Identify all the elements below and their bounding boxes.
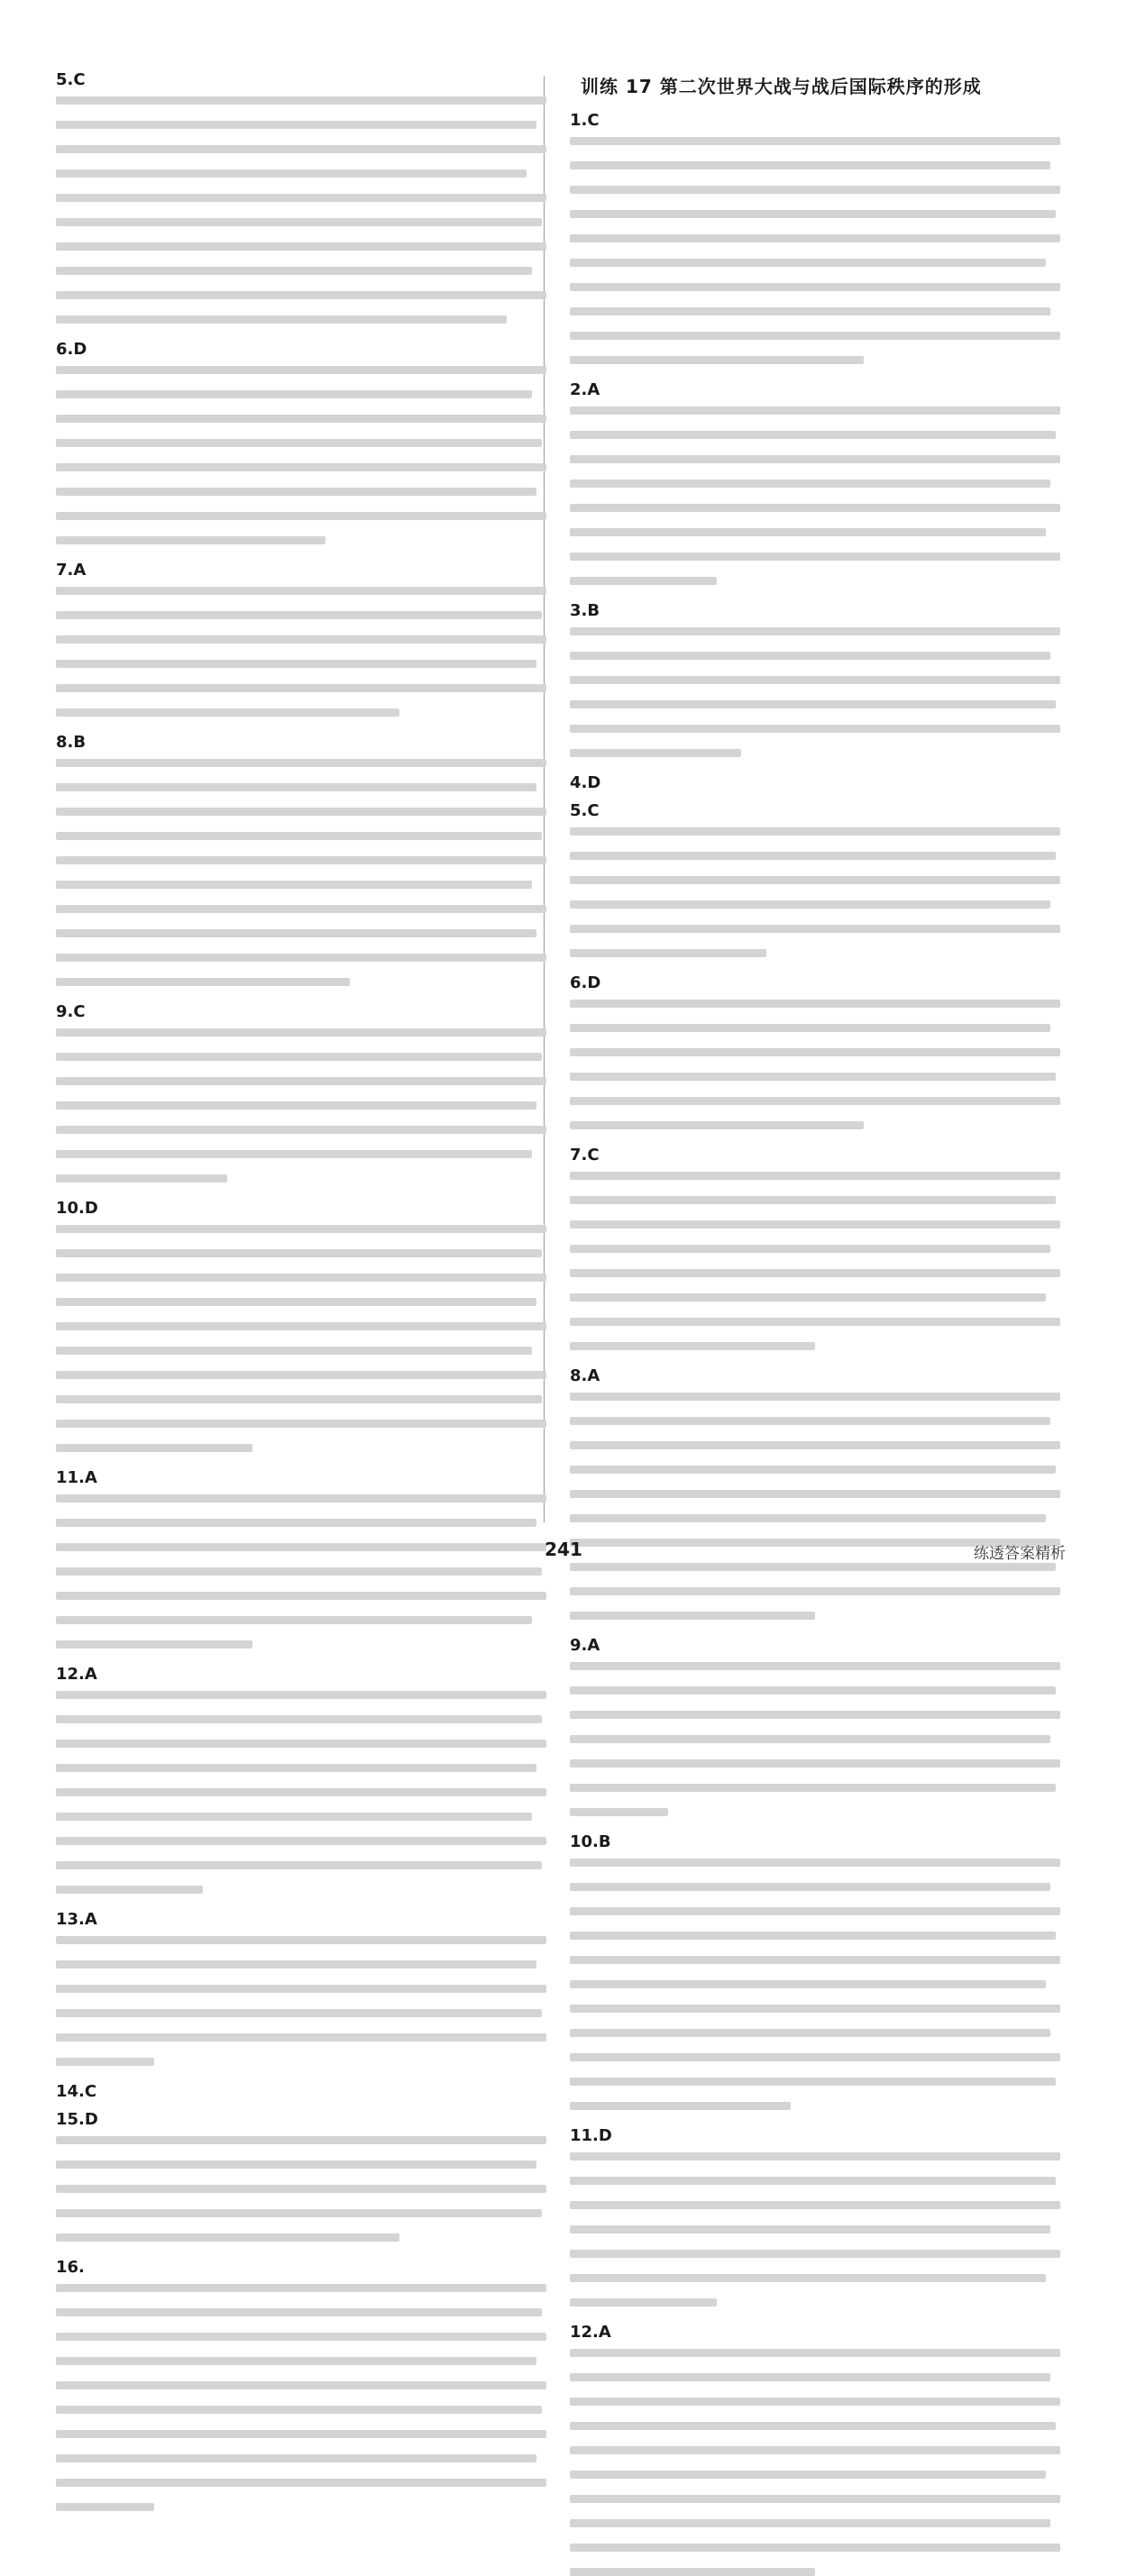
text-line	[56, 463, 546, 471]
answer-key: 13.A	[56, 1910, 97, 1929]
answer-key: 12.A	[570, 2323, 611, 2342]
text-line	[56, 1985, 546, 1993]
text-line	[570, 2005, 1060, 2013]
explanation-text	[570, 1000, 1060, 1129]
text-line	[570, 2446, 1060, 2454]
explanation-text	[570, 1662, 1060, 1816]
text-line	[570, 283, 1060, 291]
text-line	[56, 2430, 546, 2438]
text-line	[56, 169, 527, 178]
footer-label: 练透答案精析	[974, 1545, 1066, 1563]
text-line	[570, 749, 741, 757]
text-line	[56, 1174, 227, 1183]
text-line	[570, 2373, 1050, 2381]
text-line	[56, 2284, 546, 2292]
text-line	[570, 2298, 717, 2307]
text-line	[56, 2185, 546, 2193]
text-line	[56, 978, 350, 986]
text-line	[56, 1640, 252, 1649]
text-line	[56, 218, 542, 226]
text-line	[56, 366, 546, 374]
text-line	[56, 2136, 546, 2144]
text-line	[56, 1150, 532, 1158]
explanation-text	[570, 2152, 1060, 2307]
text-line	[570, 431, 1056, 439]
text-line	[570, 577, 717, 585]
text-line	[570, 1883, 1050, 1891]
text-line	[570, 2029, 1050, 2037]
text-line	[56, 2333, 546, 2341]
answer-entry	[570, 1832, 1060, 2110]
text-line	[56, 783, 536, 791]
text-line	[56, 1494, 546, 1503]
explanation-text	[56, 366, 546, 544]
text-line	[570, 1932, 1056, 1940]
text-line	[570, 725, 1060, 733]
text-line	[56, 808, 546, 816]
text-line	[56, 1592, 546, 1600]
text-line	[570, 2274, 1046, 2282]
text-line	[56, 2479, 546, 2487]
answer-key: 14.C	[56, 2082, 97, 2101]
text-line	[56, 708, 399, 717]
answer-key: 15.D	[56, 2110, 98, 2129]
explanation-text	[56, 587, 546, 717]
text-line	[56, 2381, 546, 2389]
text-line	[56, 1519, 536, 1527]
text-line	[56, 415, 546, 423]
answer-key: 6.D	[56, 340, 87, 359]
text-line	[570, 1587, 1060, 1595]
text-line	[570, 1318, 1060, 1326]
text-line	[570, 234, 1060, 242]
answer-entry	[570, 1636, 1060, 1816]
text-line	[56, 291, 546, 299]
answer-entry	[570, 2323, 1060, 2576]
text-line	[56, 1740, 546, 1748]
answer-key: 3.B	[570, 601, 600, 620]
answer-entry	[570, 380, 1060, 585]
text-line	[56, 1936, 546, 1944]
text-line	[570, 1417, 1050, 1425]
text-line	[570, 827, 1060, 836]
answer-entry	[56, 733, 546, 986]
text-line	[570, 2544, 1060, 2552]
text-line	[570, 2568, 815, 2576]
answer-key: 4.D	[570, 773, 601, 792]
answer-key: 7.C	[570, 1146, 600, 1165]
explanation-text	[56, 96, 546, 324]
page-number: 241	[545, 1539, 582, 1560]
text-line	[56, 2454, 536, 2462]
text-line	[56, 1960, 536, 1969]
text-line	[570, 1859, 1060, 1867]
text-line	[570, 1907, 1060, 1915]
explanation-text	[570, 2349, 1060, 2576]
text-line	[56, 1322, 546, 1330]
text-line	[56, 1715, 542, 1723]
answer-key: 8.B	[56, 733, 87, 752]
answer-key: 9.A	[570, 1636, 600, 1655]
text-line	[570, 1563, 1056, 1571]
text-line	[570, 528, 1046, 536]
explanation-text	[56, 1691, 546, 1894]
text-line	[570, 2250, 1060, 2258]
text-line	[56, 1444, 252, 1452]
text-line	[570, 1735, 1050, 1743]
text-line	[56, 1788, 546, 1796]
text-line	[570, 1220, 1060, 1229]
text-line	[56, 905, 546, 913]
text-line	[56, 512, 546, 520]
answer-entry	[56, 2082, 546, 2101]
text-line	[56, 145, 546, 153]
text-line	[570, 2053, 1060, 2061]
explanation-text	[570, 406, 1060, 585]
explanation-text	[570, 1172, 1060, 1350]
text-line	[570, 2201, 1060, 2209]
text-line	[570, 406, 1060, 415]
answer-entry	[56, 340, 546, 544]
answer-entry	[570, 2126, 1060, 2307]
text-line	[570, 2422, 1056, 2430]
text-line	[56, 2009, 542, 2017]
answer-entry	[56, 1199, 546, 1452]
answer-entry	[570, 773, 1060, 792]
text-line	[56, 2058, 154, 2066]
text-line	[56, 194, 546, 202]
answer-key: 6.D	[570, 973, 601, 992]
text-line	[570, 900, 1050, 909]
text-line	[56, 2160, 536, 2169]
text-line	[56, 2233, 399, 2242]
text-line	[56, 121, 536, 129]
text-line	[570, 627, 1060, 635]
explanation-text	[56, 1225, 546, 1452]
text-line	[56, 1837, 546, 1845]
text-line	[570, 949, 766, 957]
text-line	[570, 1612, 815, 1620]
text-line	[56, 1420, 546, 1428]
text-line	[56, 1616, 532, 1624]
text-line	[570, 2078, 1056, 2086]
text-line	[56, 635, 546, 644]
text-line	[56, 1691, 546, 1699]
answer-key: 9.C	[56, 1002, 86, 1021]
answer-entry	[570, 1146, 1060, 1350]
text-line	[570, 2177, 1056, 2185]
text-line	[570, 1466, 1056, 1474]
text-line	[570, 1048, 1060, 1056]
section-title: 训练 17 第二次世界大战与战后国际秩序的形成	[581, 76, 982, 97]
text-line	[56, 954, 546, 962]
text-line	[56, 587, 546, 595]
text-line	[56, 2033, 546, 2042]
text-line	[56, 1077, 546, 1085]
text-line	[570, 676, 1060, 684]
text-line	[570, 1686, 1056, 1694]
text-line	[56, 611, 542, 619]
answer-key: 11.D	[570, 2126, 612, 2145]
text-line	[570, 1097, 1060, 1105]
answer-entry	[56, 1910, 546, 2066]
text-line	[570, 925, 1060, 933]
answer-key: 8.A	[570, 1366, 600, 1385]
text-line	[570, 1956, 1060, 1964]
text-line	[570, 210, 1056, 218]
text-line	[56, 1371, 546, 1379]
text-line	[570, 1662, 1060, 1670]
text-line	[570, 2225, 1050, 2233]
text-line	[570, 2102, 791, 2110]
text-line	[570, 1269, 1060, 1277]
text-line	[570, 553, 1060, 561]
text-line	[56, 390, 532, 398]
text-line	[56, 488, 536, 496]
text-line	[56, 856, 546, 864]
answer-key: 10.B	[570, 1832, 611, 1851]
answer-key: 11.A	[56, 1468, 97, 1487]
text-line	[570, 2495, 1060, 2503]
answer-entry	[56, 1002, 546, 1183]
text-line	[570, 1441, 1060, 1449]
text-line	[570, 1514, 1046, 1522]
text-line	[56, 684, 546, 692]
text-line	[570, 332, 1060, 340]
answer-entry	[56, 2110, 546, 2242]
text-line	[570, 356, 864, 364]
text-line	[56, 1813, 532, 1821]
answer-key: 5.C	[570, 801, 600, 820]
text-line	[56, 881, 532, 889]
text-line	[570, 1196, 1056, 1204]
text-line	[56, 2209, 542, 2217]
text-line	[570, 1293, 1046, 1302]
explanation-text	[570, 827, 1060, 957]
text-line	[56, 1225, 546, 1233]
text-line	[56, 759, 546, 767]
answer-key: 5.C	[56, 70, 86, 89]
text-line	[570, 1245, 1050, 1253]
text-line	[570, 504, 1060, 512]
answer-entry	[570, 601, 1060, 757]
answer-key: 12.A	[56, 1665, 97, 1684]
text-line	[570, 1121, 864, 1129]
explanation-text	[56, 1936, 546, 2066]
text-line	[56, 1249, 542, 1257]
answer-entry	[570, 973, 1060, 1129]
text-line	[56, 315, 507, 324]
answer-entry	[56, 70, 546, 324]
text-line	[56, 96, 546, 105]
text-line	[56, 1395, 542, 1403]
answer-entry	[570, 801, 1060, 957]
text-line	[570, 1759, 1060, 1768]
text-line	[570, 852, 1056, 860]
text-line	[56, 2357, 536, 2365]
text-line	[56, 1861, 542, 1869]
explanation-text	[570, 1859, 1060, 2110]
text-line	[570, 2349, 1060, 2357]
answer-entry	[56, 561, 546, 717]
text-line	[570, 1342, 815, 1350]
explanation-text	[56, 2284, 546, 2511]
text-line	[56, 2406, 542, 2414]
text-line	[56, 1764, 536, 1772]
answer-entry	[56, 1665, 546, 1894]
text-line	[56, 267, 532, 275]
text-line	[570, 2471, 1046, 2479]
text-line	[56, 1274, 546, 1282]
text-line	[56, 2503, 154, 2511]
text-line	[570, 2152, 1060, 2160]
text-line	[56, 1028, 546, 1037]
explanation-text	[570, 627, 1060, 757]
text-line	[570, 1980, 1046, 1988]
text-line	[56, 1886, 203, 1894]
text-line	[570, 1711, 1060, 1719]
text-line	[570, 1393, 1060, 1401]
explanation-text	[570, 137, 1060, 364]
text-line	[56, 1567, 542, 1576]
text-line	[570, 876, 1060, 884]
text-line	[56, 1101, 536, 1110]
text-line	[570, 455, 1060, 463]
text-line	[56, 929, 536, 937]
text-line	[56, 2308, 542, 2316]
text-line	[570, 307, 1050, 315]
text-line	[56, 439, 542, 447]
text-line	[570, 1024, 1050, 1032]
text-line	[570, 700, 1056, 708]
text-line	[570, 259, 1046, 267]
text-line	[570, 2519, 1050, 2527]
explanation-text	[56, 2136, 546, 2242]
answer-key: 1.C	[570, 111, 600, 130]
text-line	[56, 1053, 542, 1061]
text-line	[56, 1347, 532, 1355]
text-line	[570, 2398, 1060, 2406]
answer-key: 2.A	[570, 380, 600, 399]
text-line	[570, 652, 1050, 660]
text-line	[56, 1126, 546, 1134]
text-line	[570, 161, 1050, 169]
text-line	[570, 480, 1050, 488]
text-line	[570, 1172, 1060, 1180]
text-line	[570, 1490, 1060, 1498]
explanation-text	[56, 1494, 546, 1649]
explanation-text	[56, 759, 546, 986]
answer-entry	[570, 1366, 1060, 1620]
text-line	[56, 242, 546, 251]
text-line	[56, 1298, 536, 1306]
left-column	[56, 70, 546, 2277]
answer-entry	[570, 111, 1060, 364]
answer-key: 16.	[56, 2258, 85, 2277]
text-line	[570, 1073, 1056, 1081]
text-line	[570, 1808, 668, 1816]
text-line	[570, 137, 1060, 145]
text-line	[56, 536, 325, 544]
answer-entry	[56, 2258, 546, 2511]
text-line	[570, 186, 1060, 194]
text-line	[570, 1784, 1056, 1792]
text-line	[56, 660, 536, 668]
explanation-text	[56, 1028, 546, 1183]
answer-key: 10.D	[56, 1199, 98, 1218]
explanation-text	[570, 1393, 1060, 1620]
right-entries	[570, 111, 1060, 2576]
text-line	[56, 832, 542, 840]
text-line	[570, 1000, 1060, 1008]
answer-key: 7.A	[56, 561, 87, 580]
